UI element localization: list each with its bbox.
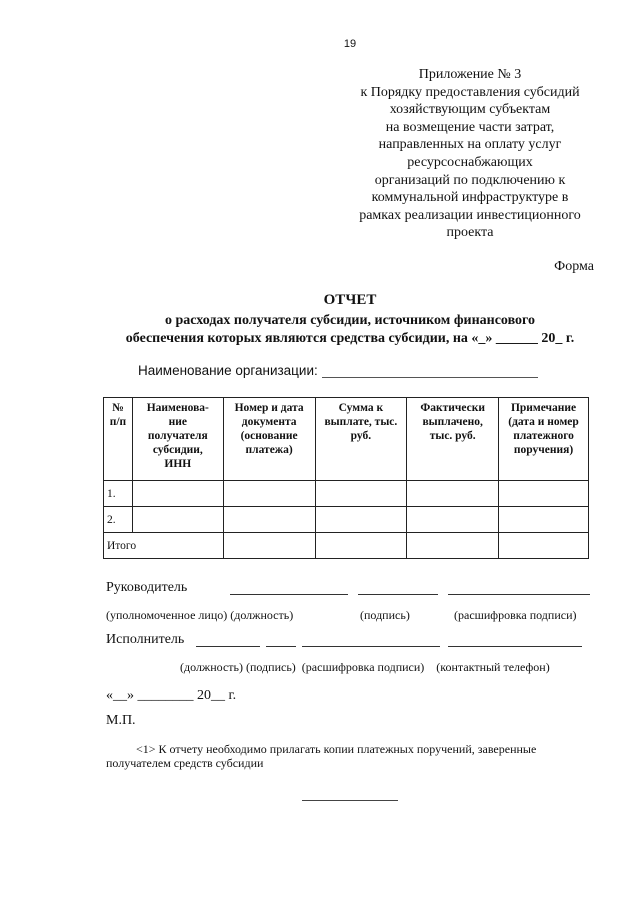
- header-amount-due: Сумма к выплате, тыс. руб.: [315, 398, 407, 481]
- appendix-line: ресурсоснабжающих: [407, 154, 533, 170]
- footnote-line: <1> К отчету необходимо прилагать копии платежных поручений, заверенные: [136, 742, 537, 756]
- appendix-line: коммунальной инфраструктуре в: [371, 190, 569, 206]
- table-cell[interactable]: [407, 533, 499, 559]
- executor-position-field[interactable]: [196, 646, 260, 647]
- director-name-field[interactable]: [448, 594, 590, 595]
- director-caption-signature: (подпись): [360, 608, 410, 622]
- header-note: Примечание (дата и номер платежного поручения): [499, 398, 589, 481]
- header-recipient: Наименова- ние получателя субсидии, ИНН: [132, 398, 223, 481]
- director-caption-decode: (расшифровка подписи): [454, 608, 577, 622]
- seal-label: М.П.: [106, 713, 136, 728]
- appendix-line: направленных на оплату услуг: [378, 137, 562, 153]
- executor-caption: (должность) (подпись) (расшифровка подписи) (контактный телефон): [180, 660, 550, 674]
- director-label: Руководитель: [106, 580, 188, 595]
- table-cell[interactable]: [223, 507, 315, 533]
- report-title: ОТЧЕТ: [323, 292, 377, 308]
- table-cell[interactable]: [499, 533, 589, 559]
- table-total-row: [104, 533, 589, 559]
- appendix-line: организаций по подключению к: [374, 172, 566, 188]
- subtitle-line: обеспечения которых являются средства субсидии, на «_» ______ 20_ г.: [125, 331, 575, 346]
- table-cell[interactable]: [315, 533, 407, 559]
- row-number: 1.: [104, 481, 133, 507]
- appendix-line: хозяйствующим субъектам: [389, 102, 551, 118]
- total-label: Итого: [104, 533, 224, 559]
- form-label: Форма: [554, 259, 594, 274]
- appendix-line: на возмещение части затрат,: [385, 119, 555, 135]
- table-cell[interactable]: [499, 507, 589, 533]
- date-line: «__» ________ 20__ г.: [106, 688, 237, 703]
- appendix-line: рамках реализации инвестиционного: [359, 207, 581, 223]
- header-amount-paid: Фактически выплачено, тыс. руб.: [407, 398, 499, 481]
- table-cell[interactable]: [132, 507, 223, 533]
- appendix-line: к Порядку предоставления субсидий: [360, 84, 580, 100]
- table-header-row: [104, 398, 589, 481]
- footnote-divider: [302, 800, 398, 801]
- organization-name-field[interactable]: [322, 365, 538, 378]
- table-cell[interactable]: [315, 481, 407, 507]
- executor-name-field[interactable]: [302, 646, 440, 647]
- report-subtitle: [98, 312, 602, 348]
- table-cell[interactable]: [499, 481, 589, 507]
- table-cell[interactable]: [407, 481, 499, 507]
- table-cell[interactable]: [407, 507, 499, 533]
- appendix-line: Приложение № 3: [418, 67, 522, 82]
- appendix-header: [330, 66, 610, 242]
- table-cell[interactable]: [315, 507, 407, 533]
- director-caption-position: (уполномоченное лицо) (должность): [106, 608, 294, 622]
- director-signature-field[interactable]: [358, 594, 438, 595]
- footnote-line: получателем средств субсидии: [106, 756, 264, 770]
- footnote: [106, 742, 598, 770]
- page-number: 19: [343, 38, 357, 50]
- table-cell[interactable]: [223, 481, 315, 507]
- row-number: 2.: [104, 507, 133, 533]
- executor-label: Исполнитель: [106, 632, 185, 647]
- executor-signature-field[interactable]: [266, 646, 296, 647]
- table-cell[interactable]: [223, 533, 315, 559]
- organization-label: Наименование организации:: [138, 363, 318, 378]
- table-row: [104, 507, 589, 533]
- appendix-line: проекта: [446, 225, 494, 241]
- organization-row: [138, 363, 538, 378]
- header-document: Номер и дата документа (основание платежа): [223, 398, 315, 481]
- header-number: № п/п: [104, 398, 133, 481]
- subtitle-line: о расходах получателя субсидии, источником финансового: [164, 313, 536, 328]
- table-cell[interactable]: [132, 481, 223, 507]
- executor-phone-field[interactable]: [448, 646, 582, 647]
- table-row: [104, 481, 589, 507]
- director-position-field[interactable]: [230, 594, 348, 595]
- report-table: [103, 397, 589, 559]
